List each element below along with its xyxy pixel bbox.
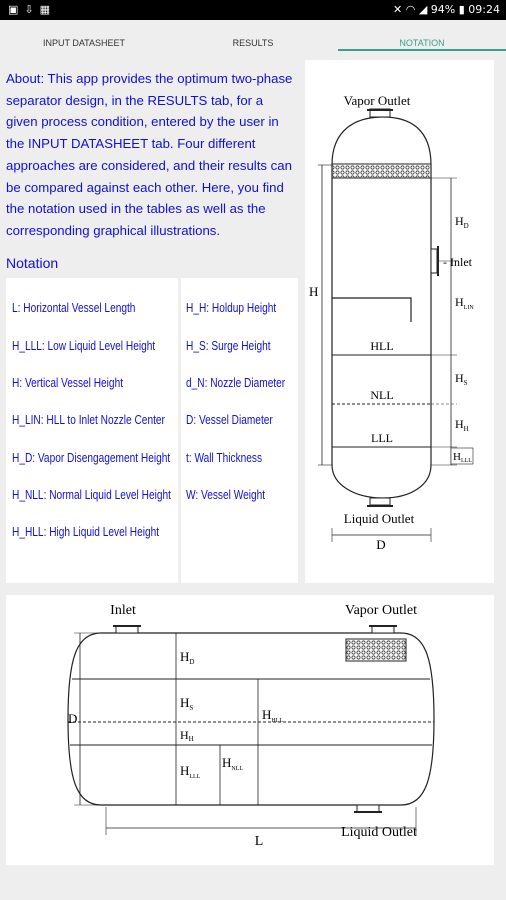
battery-icon: ▮ <box>458 3 465 16</box>
notation-item: d_N: Nozzle Diameter <box>186 375 286 390</box>
notation-item: H_LIN: HLL to Inlet Nozzle Center <box>12 412 165 427</box>
liquid-nozzle <box>357 805 379 812</box>
vapor-outlet-label: Vapor Outlet <box>345 603 417 618</box>
wifi-icon: ◠ <box>405 3 416 16</box>
l-label: L <box>254 834 264 849</box>
vapor-outlet-label: Vapor Outlet <box>343 93 411 108</box>
vapor-nozzle <box>372 626 394 633</box>
nll-label: NLL <box>370 388 394 402</box>
download-icon: ⇩ <box>24 3 40 16</box>
hs-label: $H_S$ <box>180 695 194 712</box>
hll-label: HLL <box>370 339 394 353</box>
liquid-outlet-label: Liquid Outlet <box>343 511 415 526</box>
inlet-baffle <box>332 298 411 322</box>
notation-right-card <box>181 278 298 583</box>
inlet-nozzle <box>431 249 437 273</box>
system-status <box>393 3 500 16</box>
status-bar <box>0 0 506 20</box>
hd-label: $H_D$ <box>455 214 469 230</box>
inlet-nozzle <box>116 626 138 633</box>
vertical-separator-diagram <box>305 60 494 583</box>
hh-label: $H_H$ <box>455 417 469 433</box>
notation-item: H_H: Holdup Height <box>186 300 277 315</box>
notation-item: L: Horizontal Vessel Length <box>12 300 136 315</box>
hh-label: HH <box>180 728 194 743</box>
lll-label: LLL <box>371 431 393 445</box>
bottom-nozzle <box>370 498 390 505</box>
hd-label: $H_D$ <box>180 649 195 666</box>
notation-item: H_D: Vapor Disengagement Height <box>12 450 171 465</box>
active-tab-indicator <box>338 49 506 51</box>
about-text: About: This app provides the optimum two-phase separator design, in the RESULTS tab, for a given process condition, entered by the user in the INPUT DATASHEET tab. Four different approaches are considered, and their results can be compared against each other. Here, you find the notation used in the tables as well as the corresponding graphical illustrations. <box>6 71 293 238</box>
clock: 09:24 <box>468 3 500 16</box>
notation-item: D: Vessel Diameter <box>186 412 273 427</box>
hlin-label: $H_{LIN}$ <box>455 295 474 311</box>
mist-eliminator <box>332 164 431 178</box>
liquid-outlet-label: Liquid Outlet <box>341 825 417 840</box>
hs-label: $H_S$ <box>455 371 468 387</box>
notation-title: Notation <box>6 255 59 271</box>
inlet-label: - Inlet <box>443 255 472 269</box>
tab-bar <box>0 20 506 52</box>
tab-results[interactable]: RESULTS <box>232 38 274 48</box>
d-label: D <box>68 711 78 726</box>
notation-item: H_HLL: High Liquid Level Height <box>12 524 160 539</box>
battery-percent: 94% <box>430 3 456 16</box>
inlet-label: Inlet <box>110 603 136 618</box>
notification-icons <box>8 3 56 16</box>
tab-notation[interactable]: NOTATION <box>399 38 445 48</box>
hlll-label: HLLL <box>453 451 472 464</box>
d-label: D <box>376 537 386 552</box>
horizontal-separator-diagram <box>6 595 494 865</box>
app-icon: ▦ <box>39 3 57 16</box>
vertical-separator-card <box>305 60 494 583</box>
horizontal-separator-card <box>6 595 494 865</box>
notation-item: t: Wall Thickness <box>186 450 263 465</box>
notation-item: H: Vertical Vessel Height <box>12 375 124 390</box>
mist-eliminator <box>346 639 406 661</box>
notation-item: H_NLL: Normal Liquid Level Height <box>12 487 171 502</box>
h-label: H <box>309 284 319 299</box>
signal-icon: ◢ <box>418 3 428 16</box>
mute-icon: ✕ <box>392 3 403 16</box>
hlll-label: $H_{LLL}$ <box>180 763 201 780</box>
gallery-icon: ▣ <box>8 3 25 16</box>
notation-item: W: Vessel Weight <box>186 487 266 502</box>
hnll-label: $H_{NLL}$ <box>222 755 244 772</box>
notation-item: H_LLL: Low Liquid Level Height <box>12 338 156 353</box>
hhll-label: $H_{HLL}$ <box>262 707 284 724</box>
notation-item: H_S: Surge Height <box>186 338 271 353</box>
tab-input-datasheet[interactable]: INPUT DATASHEET <box>42 38 125 48</box>
